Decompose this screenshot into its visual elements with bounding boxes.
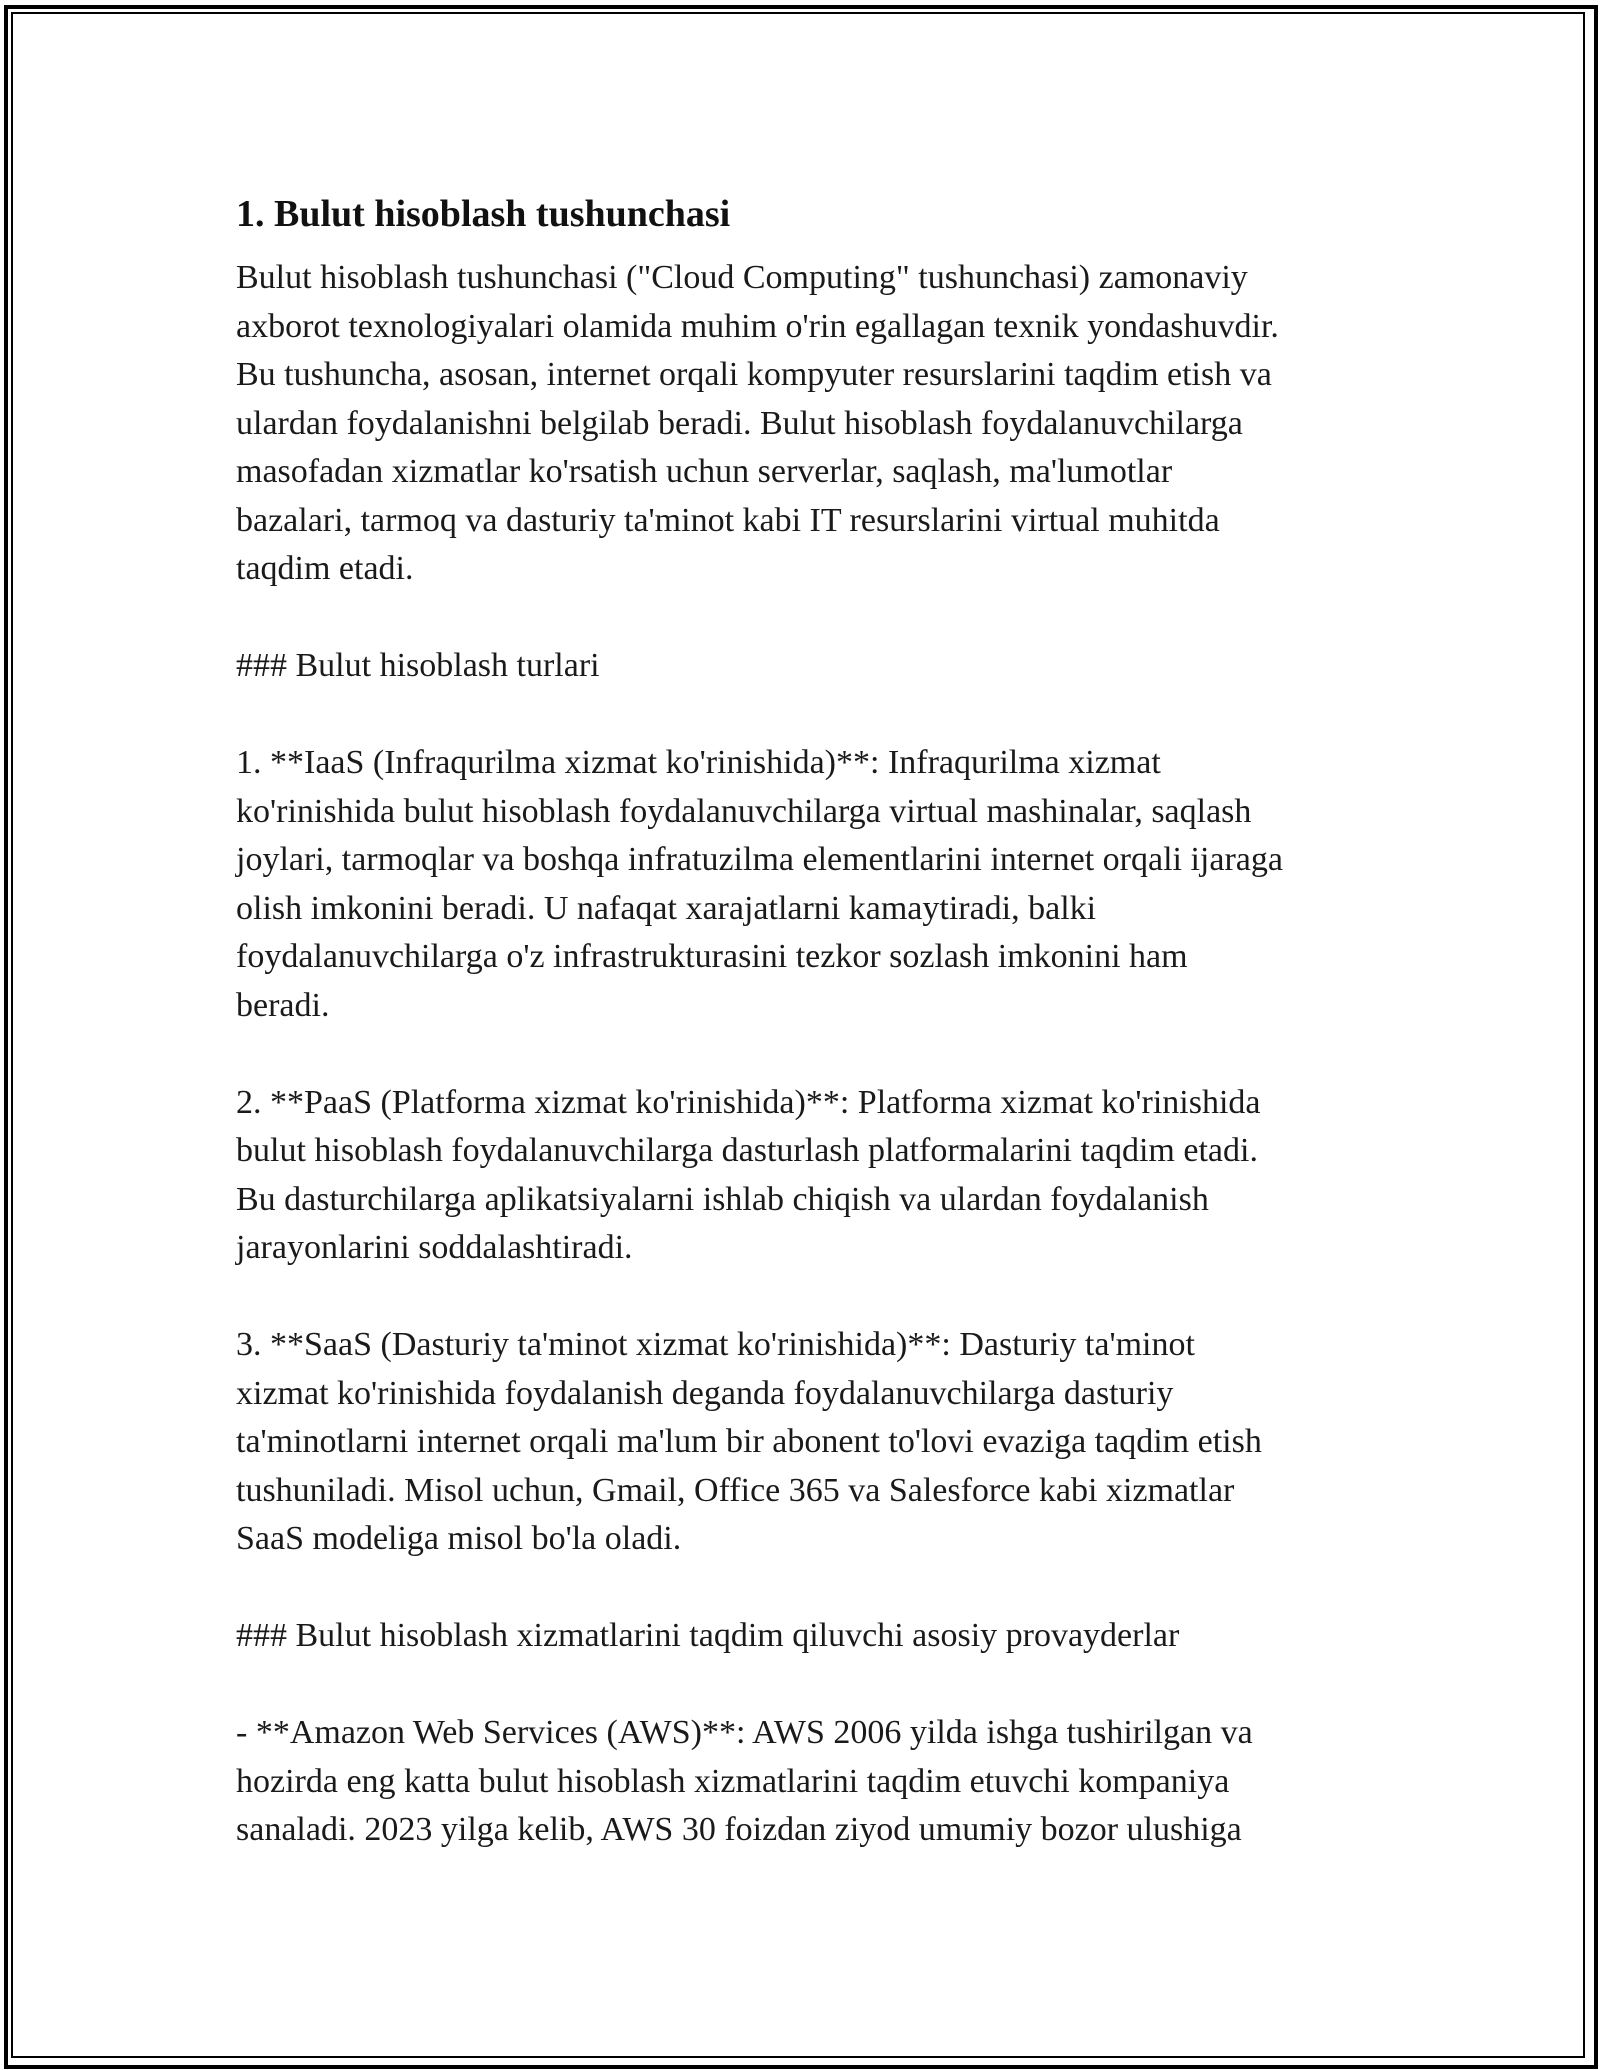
document-body <box>236 186 1376 1903</box>
section-heading-providers: ### Bulut hisoblash xizmatlarini taqdim qiluvchi asosiy provayderlar <box>236 1617 1180 1654</box>
list-item-paas: 2. **PaaS (Platforma xizmat ko'rinishida)**: Platforma xizmat ko'rinishida bulut hisoblash foydalanuvchilarga dasturlash platformalarini taqdim etadi. Bu dasturchilarga aplikatsiyalarni ishlab chiqish va ulardan foydalanish jarayonlarini soddalashtiradi. <box>236 1083 1261 1266</box>
intro-paragraph: Bulut hisoblash tushunchasi ("Cloud Computing" tushunchasi) zamonaviy axborot texnologiyalari olamida muhim o'rin egallagan texnik yondashuvdir. Bu tushuncha, asosan, internet orqali kompyuter resurslarini taqdim etish va ulardan foydalanishni belgilab beradi. Bulut hisoblash foydalanuvchilarga masofadan xizmatlar ko'rsatish uchun serverlar, saqlash, ma'lumotlar bazalari, tarmoq va dasturiy ta'minot kabi IT resurslarini virtual muhitda taqdim etadi. <box>236 259 1279 587</box>
section-heading-types: ### Bulut hisoblash turlari <box>236 647 600 684</box>
document-heading: 1. Bulut hisoblash tushunchasi <box>236 193 731 235</box>
list-item-aws: - **Amazon Web Services (AWS)**: AWS 2006 yilda ishga tushirilgan va hozirda eng katta bulut hisoblash xizmatlarini taqdim etuvchi kompaniya sanaladi. 2023 yilga kelib, AWS 30 foizdan ziyod umumiy bozor ulushiga <box>236 1714 1253 1848</box>
list-item-saas: 3. **SaaS (Dasturiy ta'minot xizmat ko'rinishida)**: Dasturiy ta'minot xizmat ko'rinishida foydalanish deganda foydalanuvchilarga dasturiy ta'minotlarni internet orqali ma'lum bir abonent to'lovi evaziga taqdim etish tushuniladi. Misol uchun, Gmail, Office 365 va Salesforce kabi xizmatlar SaaS modeliga misol bo'la oladi. <box>236 1326 1262 1557</box>
list-item-iaas: 1. **IaaS (Infraqurilma xizmat ko'rinishida)**: Infraqurilma xizmat ko'rinishida bulut hisoblash foydalanuvchilarga virtual mashinalar, saqlash joylari, tarmoqlar va boshqa infratuzilma elementlarini internet orqali ijaraga olish imkonini beradi. U nafaqat xarajatlarni kamaytiradi, balki foydalanuvchilarga o'z infrastrukturasini tezkor sozlash imkonini ham beradi. <box>236 744 1283 1024</box>
